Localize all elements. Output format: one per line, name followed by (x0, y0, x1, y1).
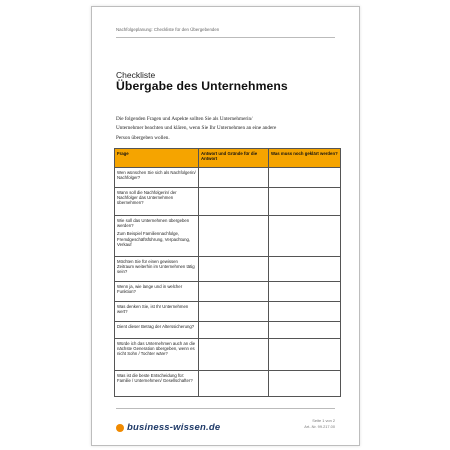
open-points-cell[interactable] (269, 216, 341, 257)
page-info (304, 418, 335, 429)
table-row (115, 188, 341, 216)
column-header-antwort: Antwort und Gründe für die Antwort (199, 149, 269, 168)
question-text: Dient dieser Betrag der Alterssicherung? (117, 324, 195, 329)
question-text: Würde ich das Unternehmen auch an die nächste Generation übergeben, wenn es nicht Sohn / Tochter wäre? (117, 341, 196, 357)
header-divider (116, 37, 335, 38)
question-subtext: Zum Beispiel Familiennachfolge, Fremdgeschäftsführung, Verpachtung, Verkauf (117, 231, 191, 247)
table-row (115, 322, 341, 339)
question-cell (115, 282, 199, 302)
open-points-cell[interactable] (269, 188, 341, 216)
column-header-offen: Was muss noch geklärt werden? (269, 149, 341, 168)
question-cell (115, 257, 199, 282)
question-cell (115, 216, 199, 257)
table-header-row (115, 149, 341, 168)
table-row (115, 216, 341, 257)
table-row (115, 302, 341, 322)
answer-cell[interactable] (199, 282, 269, 302)
open-points-cell[interactable] (269, 168, 341, 188)
brand-name: business-wissen.de (127, 422, 221, 433)
answer-cell[interactable] (199, 216, 269, 257)
question-text: Wann soll die Nachfolgerin/ der Nachfolger das Unternehmen übernehmen? (117, 190, 177, 206)
document-title: Übergabe des Unternehmens (116, 79, 288, 93)
intro-line: Person übergeben wollen. (116, 134, 170, 141)
table-row (115, 282, 341, 302)
question-cell (115, 339, 199, 371)
page-number: Seite 1 von 2 (312, 418, 335, 423)
open-points-cell[interactable] (269, 282, 341, 302)
question-text: Wie soll das Unternehmen übergeben werden? (117, 218, 190, 229)
open-points-cell[interactable] (269, 339, 341, 371)
column-header-frage: Frage (115, 149, 199, 168)
brand-dot-icon (116, 424, 124, 432)
question-cell (115, 322, 199, 339)
question-text: Wenn ja, wie lange und in welcher Funktion? (117, 284, 183, 295)
question-text: Wen wünschen Sie sich als Nachfolgerin/ Nachfolger? (117, 170, 196, 181)
question-text: Möchten Sie für einen gewissen Zeitraum weiterhin im Unternehmen tätig sein? (117, 259, 195, 275)
open-points-cell[interactable] (269, 302, 341, 322)
document-kicker: Checkliste (116, 70, 156, 80)
intro-paragraph (116, 115, 316, 143)
table-row (115, 339, 341, 371)
answer-cell[interactable] (199, 188, 269, 216)
intro-line: Unternehmer beachten und klären, wenn Sie Ihr Unternehmen an eine andere (116, 125, 277, 132)
open-points-cell[interactable] (269, 257, 341, 282)
answer-cell[interactable] (199, 371, 269, 397)
document-header: Nachfolgeplanung: Checkliste für den Übergebenden (116, 27, 220, 32)
answer-cell[interactable] (199, 339, 269, 371)
table-row (115, 168, 341, 188)
article-number: Art.-Nr. 99.217.00 (304, 423, 335, 429)
brand-logo (116, 422, 220, 433)
answer-cell[interactable] (199, 302, 269, 322)
answer-cell[interactable] (199, 322, 269, 339)
question-text: Was denken Sie, ist Ihr Unternehmen wert? (117, 304, 189, 315)
open-points-cell[interactable] (269, 322, 341, 339)
table-row (115, 257, 341, 282)
question-cell (115, 188, 199, 216)
intro-line: Die folgenden Fragen und Aspekte sollten Sie als Unternehmerin/ (116, 116, 253, 122)
table-row (115, 371, 341, 397)
answer-cell[interactable] (199, 257, 269, 282)
question-text: Was ist die beste Entscheidung für: Familie / Unternehmen/ Gesellschafter? (117, 373, 193, 384)
checklist-table (114, 148, 341, 397)
footer-divider (116, 408, 335, 409)
question-cell (115, 168, 199, 188)
open-points-cell[interactable] (269, 371, 341, 397)
question-cell (115, 371, 199, 397)
answer-cell[interactable] (199, 168, 269, 188)
document-page (91, 6, 360, 446)
question-cell (115, 302, 199, 322)
